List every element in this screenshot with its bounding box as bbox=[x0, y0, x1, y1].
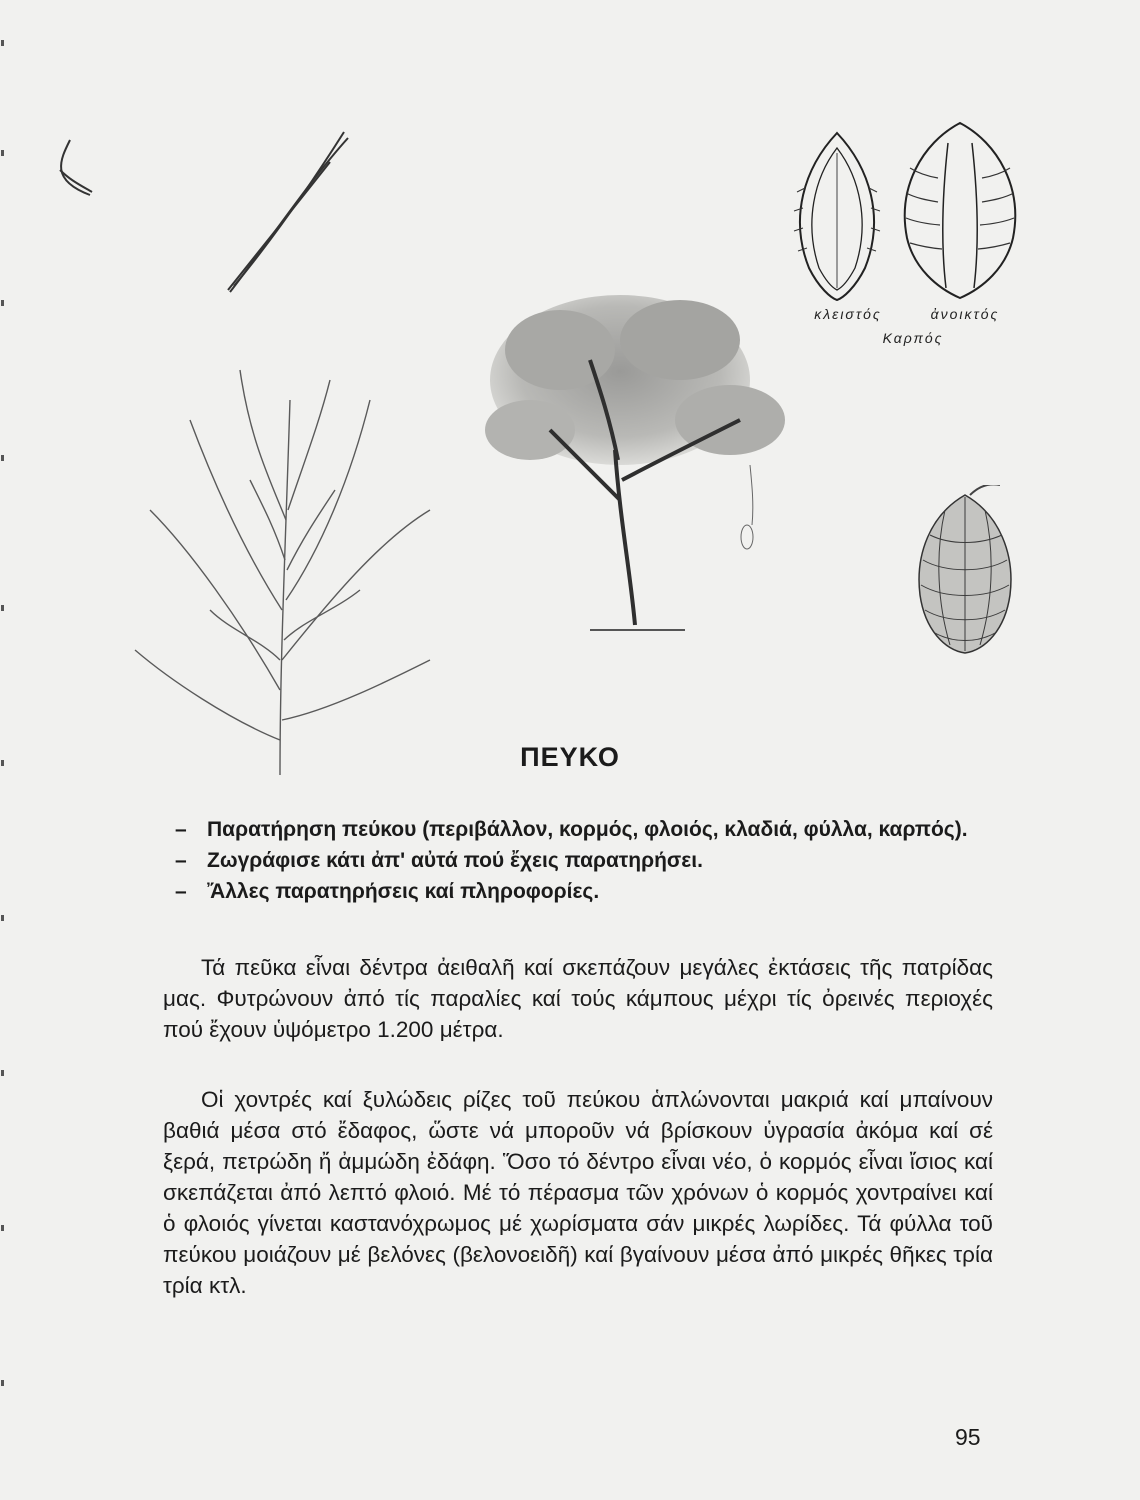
task-text: Παρατήρηση πεύκου (περιβάλλον, κορμός, φλοιός, κλαδιά, φύλλα, καρπός). bbox=[207, 818, 968, 841]
paragraph: Τά πεῦκα εἶναι δέντρα ἀειθαλῆ καί σκεπάζουν μεγάλες ἐκτάσεις τῆς πατρίδας μας. Φυτρώνουν ἀπό τίς παραλίες καί τούς κάμπους μέχρι τίς ὀρεινές περιοχές πού ἔχουν ὑψόμετρο 1.200 μέτρα. bbox=[163, 955, 993, 1042]
open-fruit-label: ἀνοικτός bbox=[930, 306, 1000, 322]
binding-marks bbox=[0, 0, 14, 1500]
task-item bbox=[175, 876, 1005, 907]
task-item bbox=[175, 814, 1005, 845]
paragraph: Οἱ χοντρές καί ξυλώδεις ρίζες τοῦ πεύκου ἁπλώνονται μακριά καί μπαίνουν βαθιά μέσα στό ἔδαφος, ὥστε νά μποροῦν νά βρίσκουν ὑγρασία ἀκόμα καί σέ ξερά, πετρώδη ἤ ἀμμώδη ἐδάφη. Ὅσο τό δέντρο εἶναι νέο, ὁ κορμός εἶναι ἴσιος καί σκεπάζεται ἀπό λεπτό φλοιό. Μέ τό πέρασμα τῶν χρόνων ὁ κορμός χοντραίνει καί ὁ φλοιός γίνεται καστανόχρωμος μέ χωρίσματα σάν μικρές λωρίδες. Τά φύλλα τοῦ πεύκου μοιάζουν μέ βελόνες (βελονοειδῆ) καί βγαίνουν μέσα ἀπό μικρές θῆκες τρία τρία κτλ. bbox=[163, 1087, 993, 1298]
page-number: 95 bbox=[955, 1424, 981, 1450]
task-text: Ζωγράφισε κάτι ἀπ' αὐτά πού ἔχεις παρατηρήσει. bbox=[207, 849, 703, 872]
fruit-caption: Καρπός bbox=[882, 330, 944, 346]
section-title: ΠΕΥΚΟ bbox=[520, 742, 620, 772]
task-item bbox=[175, 845, 1005, 876]
open-fruit-icon bbox=[888, 118, 1033, 303]
task-text: Ἄλλες παρατηρήσεις καί πληροφορίες. bbox=[207, 880, 600, 903]
task-dash: – bbox=[175, 818, 187, 841]
task-dash: – bbox=[175, 880, 187, 903]
pine-tree-illustration bbox=[470, 270, 810, 640]
task-list bbox=[175, 814, 1005, 907]
pine-branch-illustration bbox=[130, 360, 440, 780]
pine-needle-icon bbox=[30, 100, 350, 300]
task-dash: – bbox=[175, 849, 187, 872]
closed-fruit-icon bbox=[775, 128, 900, 303]
pine-cone-icon bbox=[905, 485, 1025, 655]
closed-fruit-label: κλειστός bbox=[814, 306, 882, 322]
